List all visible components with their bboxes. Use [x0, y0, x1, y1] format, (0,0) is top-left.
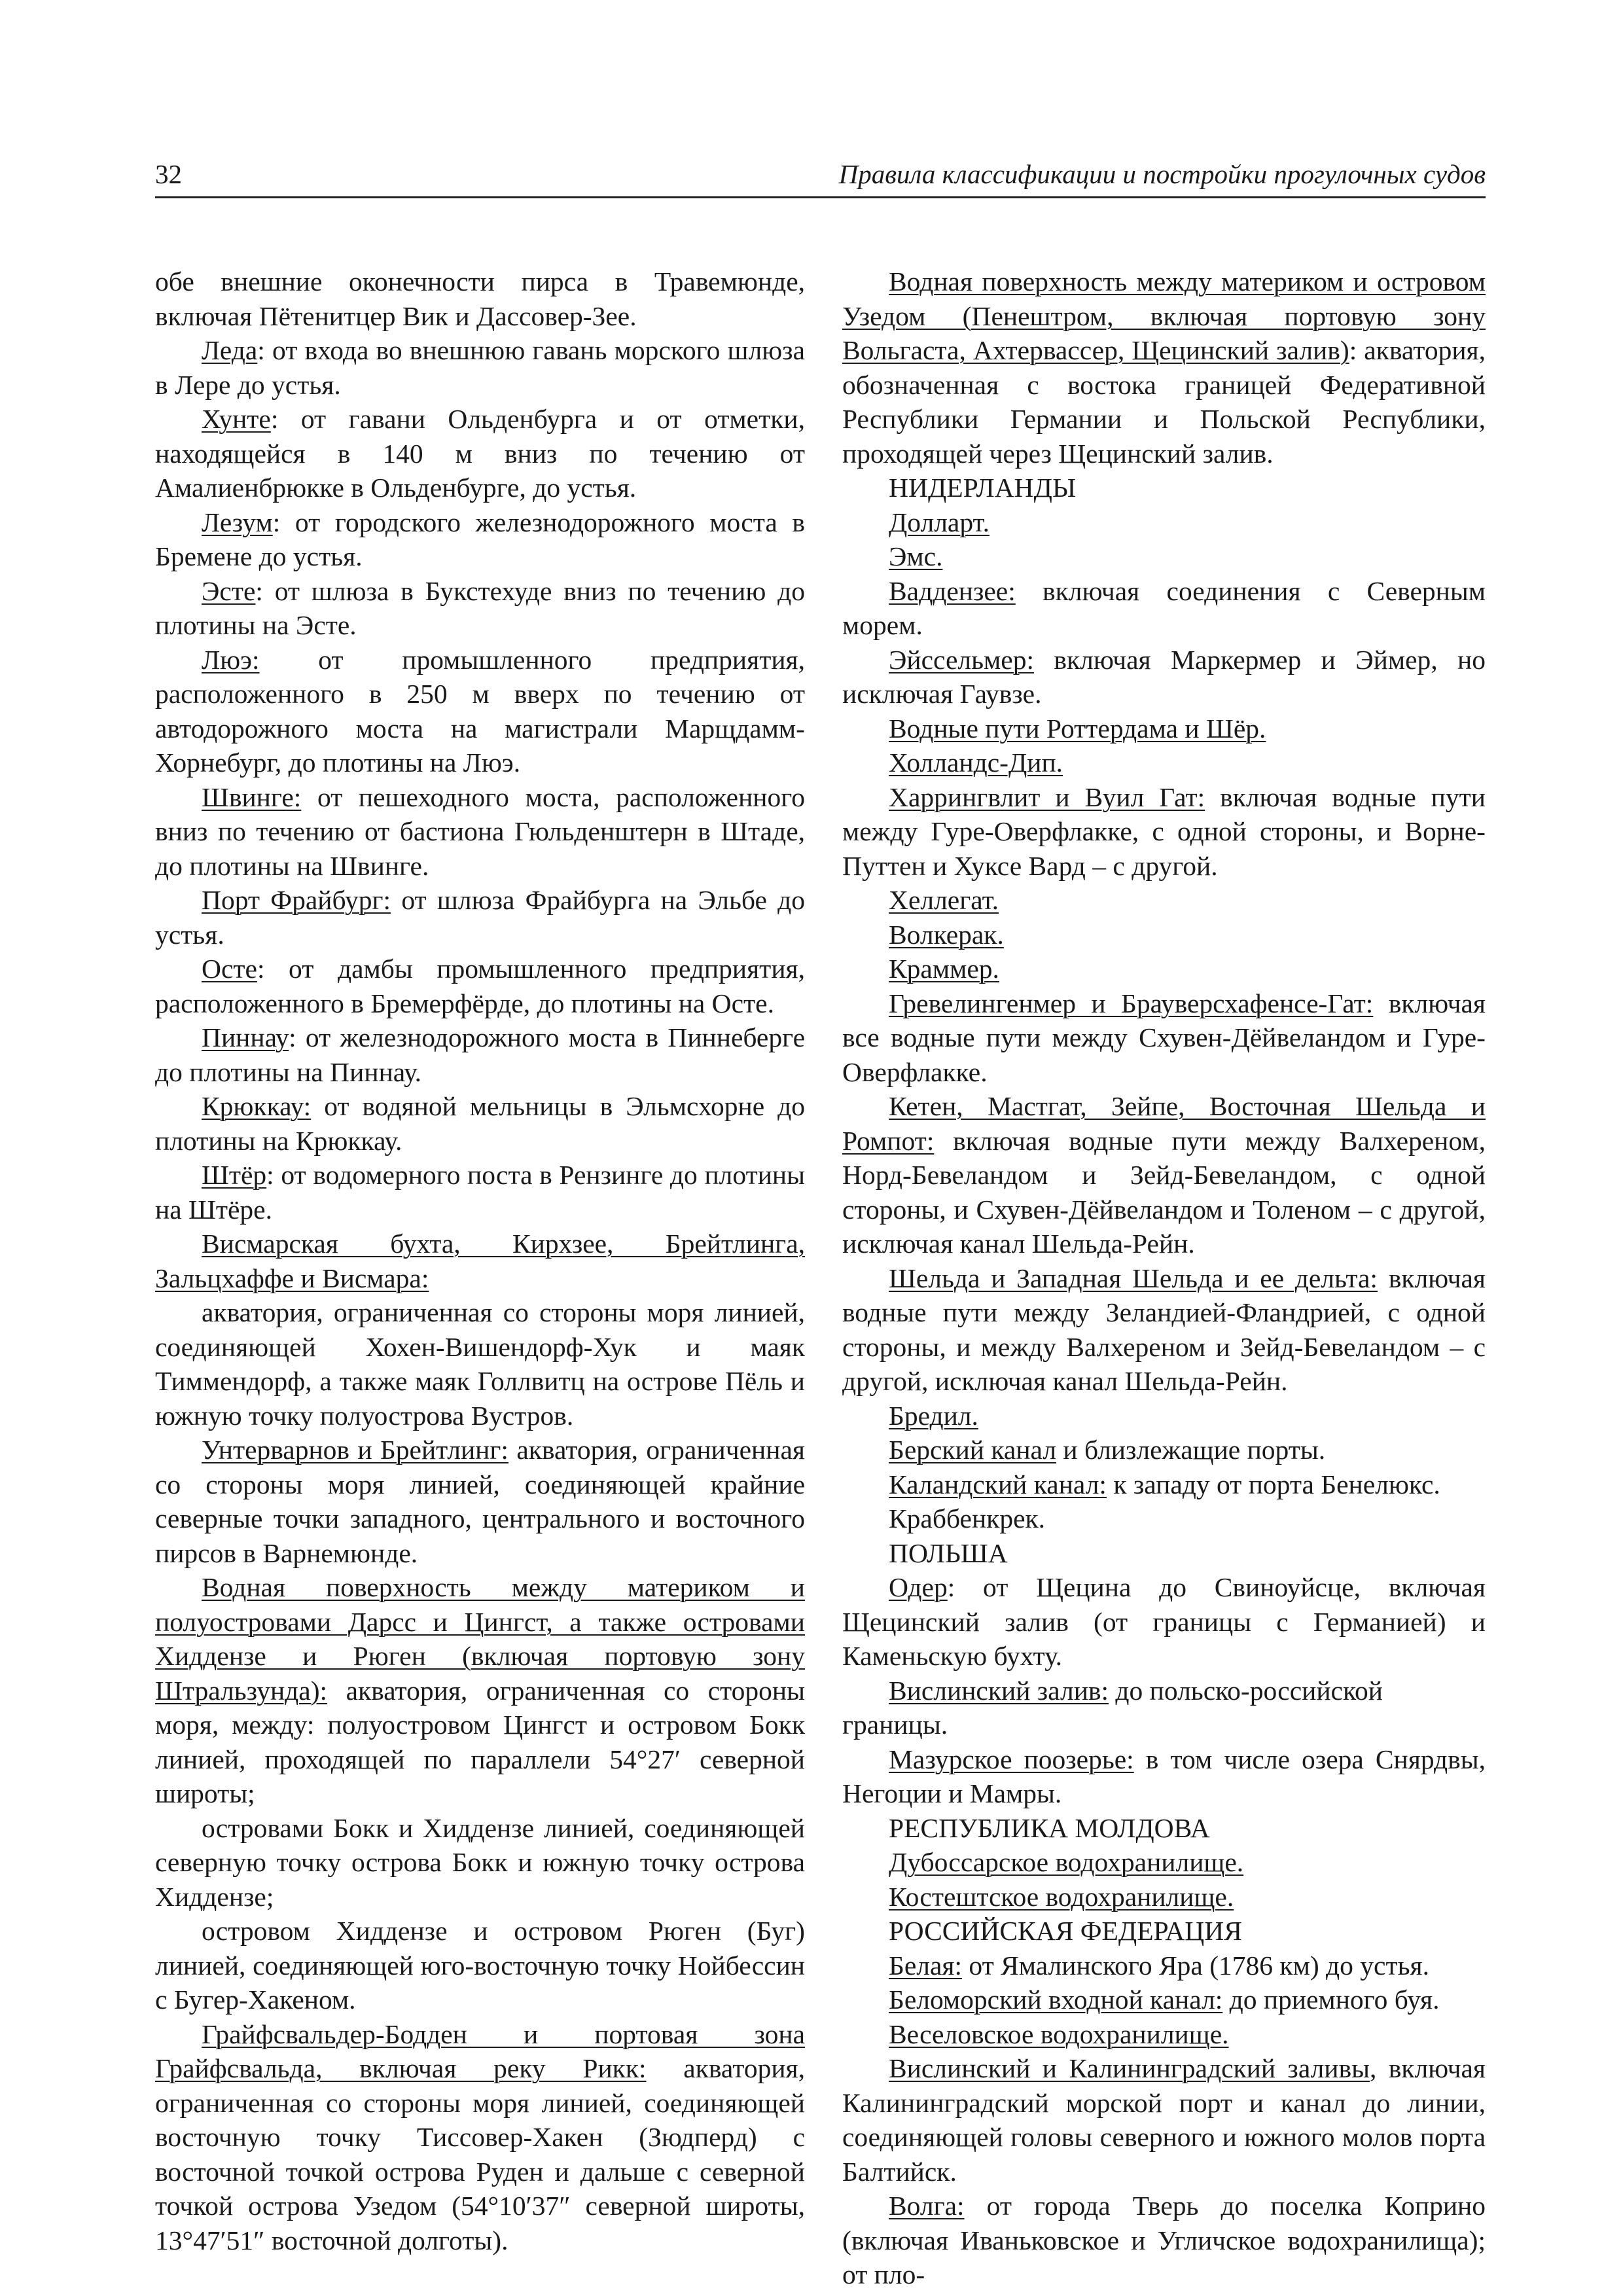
- paragraph: [842, 2051, 1486, 2189]
- paragraph: [842, 1914, 1486, 1948]
- waterway-name: Одер: [889, 1572, 948, 1602]
- paragraph-text: от промышленного предприятия, расположенного в 250 м вверх по течению от автодорожного моста на магистрали Марщдамм-Хорнебург, до плотины на Люэ.: [155, 644, 805, 778]
- paragraph-text: : от шлюза в Букстехуде вниз по течению до плотины на Эсте.: [155, 575, 805, 640]
- paragraph-text: к западу от порта Бенелюкс.: [1106, 1469, 1440, 1499]
- paragraph: [842, 1089, 1486, 1261]
- waterway-name: Водная поверхность между материком и островом Узедом (Пенештром, включая портовую зону Вольгаста, Ахтервассер, Щецинский залив): [842, 266, 1486, 365]
- waterway-name: Холландс-Дип.: [889, 747, 1063, 778]
- paragraph: [155, 1433, 805, 1570]
- waterway-name: Берский канал: [889, 1435, 1057, 1465]
- paragraph-text: , включая Калининградский морской порт и канал до линии, соединяющей головы северного и южного молов порта Балтийск.: [842, 2053, 1486, 2187]
- paragraph: [842, 1880, 1486, 1914]
- paragraph-text: включая все водные пути между Схувен-Дёйвеландом и Гуре-Оверфлакке.: [842, 988, 1486, 1087]
- paragraph: [842, 505, 1486, 540]
- paragraph: [155, 1227, 805, 1295]
- paragraph: [842, 1845, 1486, 1880]
- paragraph-text: НИДЕРЛАНДЫ: [889, 473, 1077, 503]
- paragraph-text: до польско-российской границы.: [842, 1675, 1383, 1740]
- paragraph-text: от города Тверь до поселка Коприно (включая Иваньковское и Угличское водохранилища); от пло-: [842, 2191, 1486, 2289]
- waterway-name: Вислинский залив:: [889, 1675, 1109, 1706]
- paragraph: [155, 402, 805, 505]
- paragraph: [155, 1914, 805, 2017]
- paragraph: [842, 1467, 1486, 1502]
- paragraph: [155, 574, 805, 643]
- paragraph-text: островом Хиддензе и островом Рюген (Буг) линией, соединяющей юго-восточную точку Нойбессин с Бугер-Хакеном.: [155, 1916, 805, 2015]
- paragraph: [155, 333, 805, 402]
- paragraph-text: в том числе озера Снярдвы, Негоции и Мамры.: [842, 1744, 1486, 1808]
- paragraph-text: : от водомерного поста в Рензинге до плотины на Штёре.: [155, 1160, 805, 1225]
- paragraph-text: от шлюза Фрайбурга на Эльбе до устья.: [155, 885, 805, 950]
- paragraph: [155, 643, 805, 780]
- paragraph: [842, 1433, 1486, 1467]
- paragraph-text: : от железнодорожного моста в Пиннеберге до плотины на Пиннау.: [155, 1022, 805, 1087]
- running-title: Правила классификации и постройки прогулочных судов: [838, 159, 1486, 189]
- paragraph-text: от водяной мельницы в Эльмсхорне до плотины на Крюккау.: [155, 1091, 805, 1156]
- page-header: [155, 156, 1486, 198]
- paragraph: [842, 986, 1486, 1090]
- waterway-name: Грайфсвальдер-Бодден и портовая зона Грайфсвальда, включая реку Рикк:: [155, 2018, 805, 2083]
- paragraph-text: включая водные пути между Гуре-Оверфлакке, с одной стороны, и Ворне-Путтен и Хуксе Вард – с другой.: [842, 781, 1486, 881]
- paragraph-text: : от дамбы промышленного предприятия, расположенного в Бремерфёрде, до плотины на Осте.: [155, 954, 805, 1018]
- paragraph: [842, 1811, 1486, 1846]
- page-number: 32: [155, 159, 182, 189]
- waterway-name: Хеллегат.: [889, 885, 999, 915]
- paragraph-text: РЕСПУБЛИКА МОЛДОВА: [889, 1812, 1210, 1843]
- paragraph-text: и близлежащие порты.: [1056, 1435, 1326, 1465]
- paragraph-text: акватория, ограниченная со стороны моря линией, соединяющей крайние северные точки западного, центрального и восточного пирсов в Варнемюнде.: [155, 1435, 805, 1568]
- waterway-name: Унтерварнов и Брейтлинг:: [202, 1435, 508, 1465]
- paragraph: [155, 505, 805, 574]
- waterway-name: Водные пути Роттердама и Шёр.: [889, 713, 1266, 744]
- paragraph: [155, 1020, 805, 1089]
- paragraph-text: : от Щецина до Свиноуйсце, включая Щецинский залив (от границы с Германией) и Каменьскую бухту.: [842, 1572, 1486, 1671]
- waterway-name: Дубоссарское водохранилище.: [889, 1847, 1244, 1877]
- paragraph-text: : от городского железнодорожного моста в Бремене до устья.: [155, 507, 805, 571]
- paragraph-text: Краббенкрек.: [889, 1503, 1046, 1534]
- paragraph-text: включая соединения с Северным морем.: [842, 575, 1486, 640]
- paragraph-text: акватория, ограниченная со стороны моря линией, соединяющей восточную точку Тиссовер-Хакен (Зюдперд) с восточной точкой острова Руден и дальше с северной точкой острова Узедом (54°10′37″ северной широты, 13°47′51″ восточной долготы).: [155, 2053, 805, 2255]
- waterway-name: Эйссельмер:: [889, 644, 1034, 675]
- waterway-name: Эмс.: [889, 541, 943, 571]
- paragraph: [842, 1570, 1486, 1674]
- paragraph: [155, 2017, 805, 2258]
- waterway-name: Леда: [202, 335, 258, 365]
- paragraph: [155, 1089, 805, 1158]
- paragraph-text: до приемного буя.: [1222, 1984, 1440, 2015]
- waterway-name: Штёр: [202, 1160, 267, 1190]
- paragraph: [842, 1948, 1486, 1983]
- waterway-name: Волга:: [889, 2191, 965, 2221]
- waterway-name: Кетен, Мастгат, Зейпе, Восточная Шельда и Ромпот:: [842, 1091, 1486, 1156]
- waterway-name: Каландский канал:: [889, 1469, 1107, 1499]
- paragraph-text: включая Маркермер и Эймер, но исключая Гаувзе.: [842, 644, 1486, 709]
- waterway-name: Лезум: [202, 507, 273, 537]
- waterway-name: Хунте: [202, 404, 271, 434]
- paragraph: [842, 952, 1486, 986]
- paragraph: [155, 1158, 805, 1227]
- waterway-name: Ваддензее:: [889, 575, 1016, 606]
- waterway-name: Висмарская бухта, Кирхзее, Брейтлинга, Зальцхаффе и Висмара:: [155, 1229, 805, 1293]
- paragraph-text: островами Бокк и Хиддензе линией, соединяющей северную точку острова Бокк и южную точку острова Хиддензе;: [155, 1812, 805, 1912]
- right-column: [842, 264, 1486, 2292]
- paragraph-text: включая водные пути между Валхереном, Норд-Бевеландом и Зейд-Бевеландом, с одной стороны, и Схувен-Дёйвеландом и Толеном – с другой, исключая канал Шельда-Рейн.: [842, 1125, 1486, 1259]
- paragraph: [842, 745, 1486, 780]
- paragraph-text: от пешеходного моста, расположенного вниз по течению от бастиона Гюльденштерн в Штаде, до плотины на Швинге.: [155, 781, 805, 881]
- waterway-name: Белая:: [889, 1950, 962, 1981]
- paragraph-text: акватория, ограниченная со стороны моря линией, соединяющей Хохен-Вишендорф-Хук и маяк Тиммендорф, а также маяк Голлвитц на острове Пёль и южную точку полуострова Вустров.: [155, 1297, 805, 1431]
- waterway-name: Шельда и Западная Шельда и ее дельта:: [889, 1263, 1378, 1293]
- left-column: [155, 264, 805, 2257]
- paragraph: [155, 1570, 805, 1811]
- waterway-name: Волкерак.: [889, 919, 1004, 950]
- paragraph-text: : от гавани Ольденбурга и от отметки, находящейся в 140 м вниз по течению от Амалиенбрюкке в Ольденбурге, до устья.: [155, 404, 805, 503]
- paragraph-text: акватория, ограниченная со стороны моря, между: полуостровом Цингст и островом Бокк линией, проходящей по параллели 54°27′ северной широты;: [155, 1675, 805, 1808]
- paragraph-text: РОССИЙСКАЯ ФЕДЕРАЦИЯ: [889, 1916, 1242, 1946]
- waterway-name: Бредил.: [889, 1400, 978, 1431]
- paragraph: [842, 2017, 1486, 2052]
- waterway-name: Порт Фрайбург:: [202, 885, 391, 915]
- paragraph: [155, 952, 805, 1020]
- paragraph: [842, 1536, 1486, 1571]
- paragraph: [842, 1742, 1486, 1811]
- paragraph: [155, 1295, 805, 1433]
- paragraph: [842, 1501, 1486, 1536]
- paragraph: [842, 883, 1486, 918]
- paragraph: [842, 1399, 1486, 1433]
- paragraph: [155, 883, 805, 952]
- paragraph: [842, 711, 1486, 746]
- paragraph: [842, 1261, 1486, 1399]
- waterway-name: Костештское водохранилище.: [889, 1881, 1234, 1912]
- waterway-name: Люэ:: [202, 644, 260, 675]
- paragraph: [842, 264, 1486, 471]
- waterway-name: Харрингвлит и Вуил Гат:: [889, 781, 1205, 812]
- paragraph: [155, 780, 805, 884]
- paragraph: [842, 1982, 1486, 2017]
- waterway-name: Пиннау: [202, 1022, 289, 1052]
- paragraph-text: обе внешние оконечности пирса в Травемюнде, включая Пётенитцер Вик и Дассовер-Зее.: [155, 266, 805, 331]
- paragraph-text: ПОЛЬША: [889, 1537, 1008, 1568]
- paragraph: [842, 1674, 1486, 1742]
- waterway-name: Веселовское водохранилище.: [889, 2018, 1229, 2049]
- waterway-name: Эсте: [202, 575, 256, 606]
- waterway-name: Крюккау:: [202, 1091, 312, 1121]
- paragraph: [842, 780, 1486, 884]
- paragraph: [842, 471, 1486, 505]
- paragraph: [842, 574, 1486, 643]
- waterway-name: Долларт.: [889, 507, 990, 537]
- paragraph: [842, 539, 1486, 574]
- paragraph: [842, 918, 1486, 952]
- waterway-name: Водная поверхность между материком и полуостровами Дарсс и Цингст, а также островами Хиддензе и Рюген (включая портовую зону Штральзунда):: [155, 1572, 805, 1706]
- paragraph: [155, 1811, 805, 1914]
- paragraph-text: : акватория, обозначенная с востока границей Федеративной Республики Германии и Польской Республики, проходящей через Щецинский залив.: [842, 335, 1486, 469]
- waterway-name: Гревелингенмер и Брауверсхафенсе-Гат:: [889, 988, 1374, 1018]
- paragraph: [842, 643, 1486, 711]
- paragraph: [842, 2189, 1486, 2292]
- waterway-name: Краммер.: [889, 954, 999, 984]
- paragraph: [155, 264, 805, 333]
- waterway-name: Вислинский и Калининградский заливы: [889, 2053, 1370, 2083]
- waterway-name: Швинге:: [202, 781, 302, 812]
- paragraph-text: включая водные пути между Зеландией-Фландрией, с одной стороны, и между Валхереном и Зейд-Бевеландом – с другой, исключая канал Шельда-Рейн.: [842, 1263, 1486, 1396]
- waterway-name: Мазурское поозерье:: [889, 1744, 1134, 1774]
- paragraph-text: от Ямалинского Яра (1786 км) до устья.: [962, 1950, 1429, 1981]
- paragraph-text: : от входа во внешнюю гавань морского шлюза в Лере до устья.: [155, 335, 805, 400]
- waterway-name: Беломорский входной канал:: [889, 1984, 1223, 2015]
- waterway-name: Осте: [202, 954, 257, 984]
